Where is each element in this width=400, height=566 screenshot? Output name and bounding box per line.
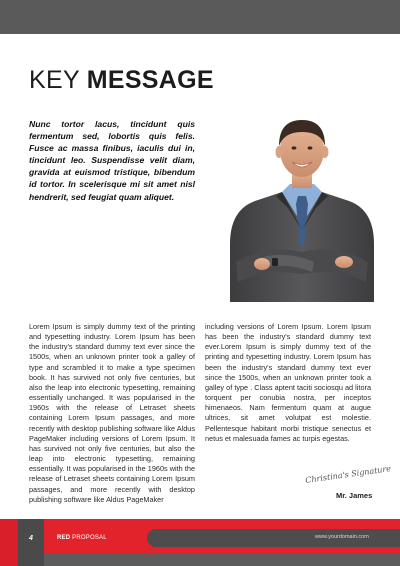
section-label-rest: PROPOSAL — [70, 535, 107, 541]
title-light: KEY — [29, 66, 87, 94]
footer — [0, 519, 400, 566]
signer-name: Mr. James — [336, 491, 373, 500]
section-label — [57, 535, 107, 541]
domain-link[interactable]: www.yourdomain.com — [315, 534, 369, 540]
footer-accent — [0, 519, 18, 566]
page-number-box — [18, 519, 44, 566]
body-column-right: including versions of Lorem Ipsum. Lorem Ipsum has been the industry's standard dummy text ever.Lorem Ipsum is simply dummy text of the printing and typesetting industry. Lorem Ipsum has been the industry's standard dummy text ever since the 1500s, when an unknown printer took a galley of type . Class aptent taciti sociosqu ad litora torquent per conubia nostra, per inceptos himenaeos. Nam fermentum quam at augue ultrices, sit amet volutpat est molestie. Pellentesque habitant morbi tristique senectus et netus et malesuada fames ac turpis egestas. — [205, 322, 371, 443]
businessman-portrait — [216, 112, 388, 302]
intro-paragraph: Nunc tortor lacus, tincidunt quis fermentum sed, lobortis quis felis. Fusce ac massa finibus, iaculis dui in, tincidunt leo. Suspendisse velit diam, gravida at euismod tristique, bibendum id tortor. In scelerisque mi sit amet nisl hendrerit, sed feugiat quam aliquet. — [29, 119, 195, 202]
body-column-left: Lorem Ipsum is simply dummy text of the printing and typesetting industry. Lorem Ipsum has been the industry's standard dummy text ever since the 1500s, when an unknown printer took a galley of type and scrambled it to make a type specimen book. It has survived not only five centuries, but also the leap into electronic typesetting, remaining essentially unchanged. It was popularised in the 1960s with the release of Letraset sheets containing Lorem Ipsum passages, and more recently with desktop publishing software like Aldus PageMaker including versions of Lorem Ipsum. It has survived not only five centuries, but also the leap into electronic typesetting, remaining essentially. It was popularised in the 1960s with the release of Letraset sheets containing Lorem Ipsum passages, and more recently with desktop publishing software like Aldus PageMaker — [29, 322, 195, 504]
header-bar — [0, 0, 400, 34]
title-bold: MESSAGE — [86, 66, 214, 94]
page-title — [29, 66, 214, 95]
page-number: 4 — [29, 535, 33, 542]
signature: Christina's Signature — [304, 464, 392, 485]
section-label-bold: RED — [57, 535, 71, 541]
